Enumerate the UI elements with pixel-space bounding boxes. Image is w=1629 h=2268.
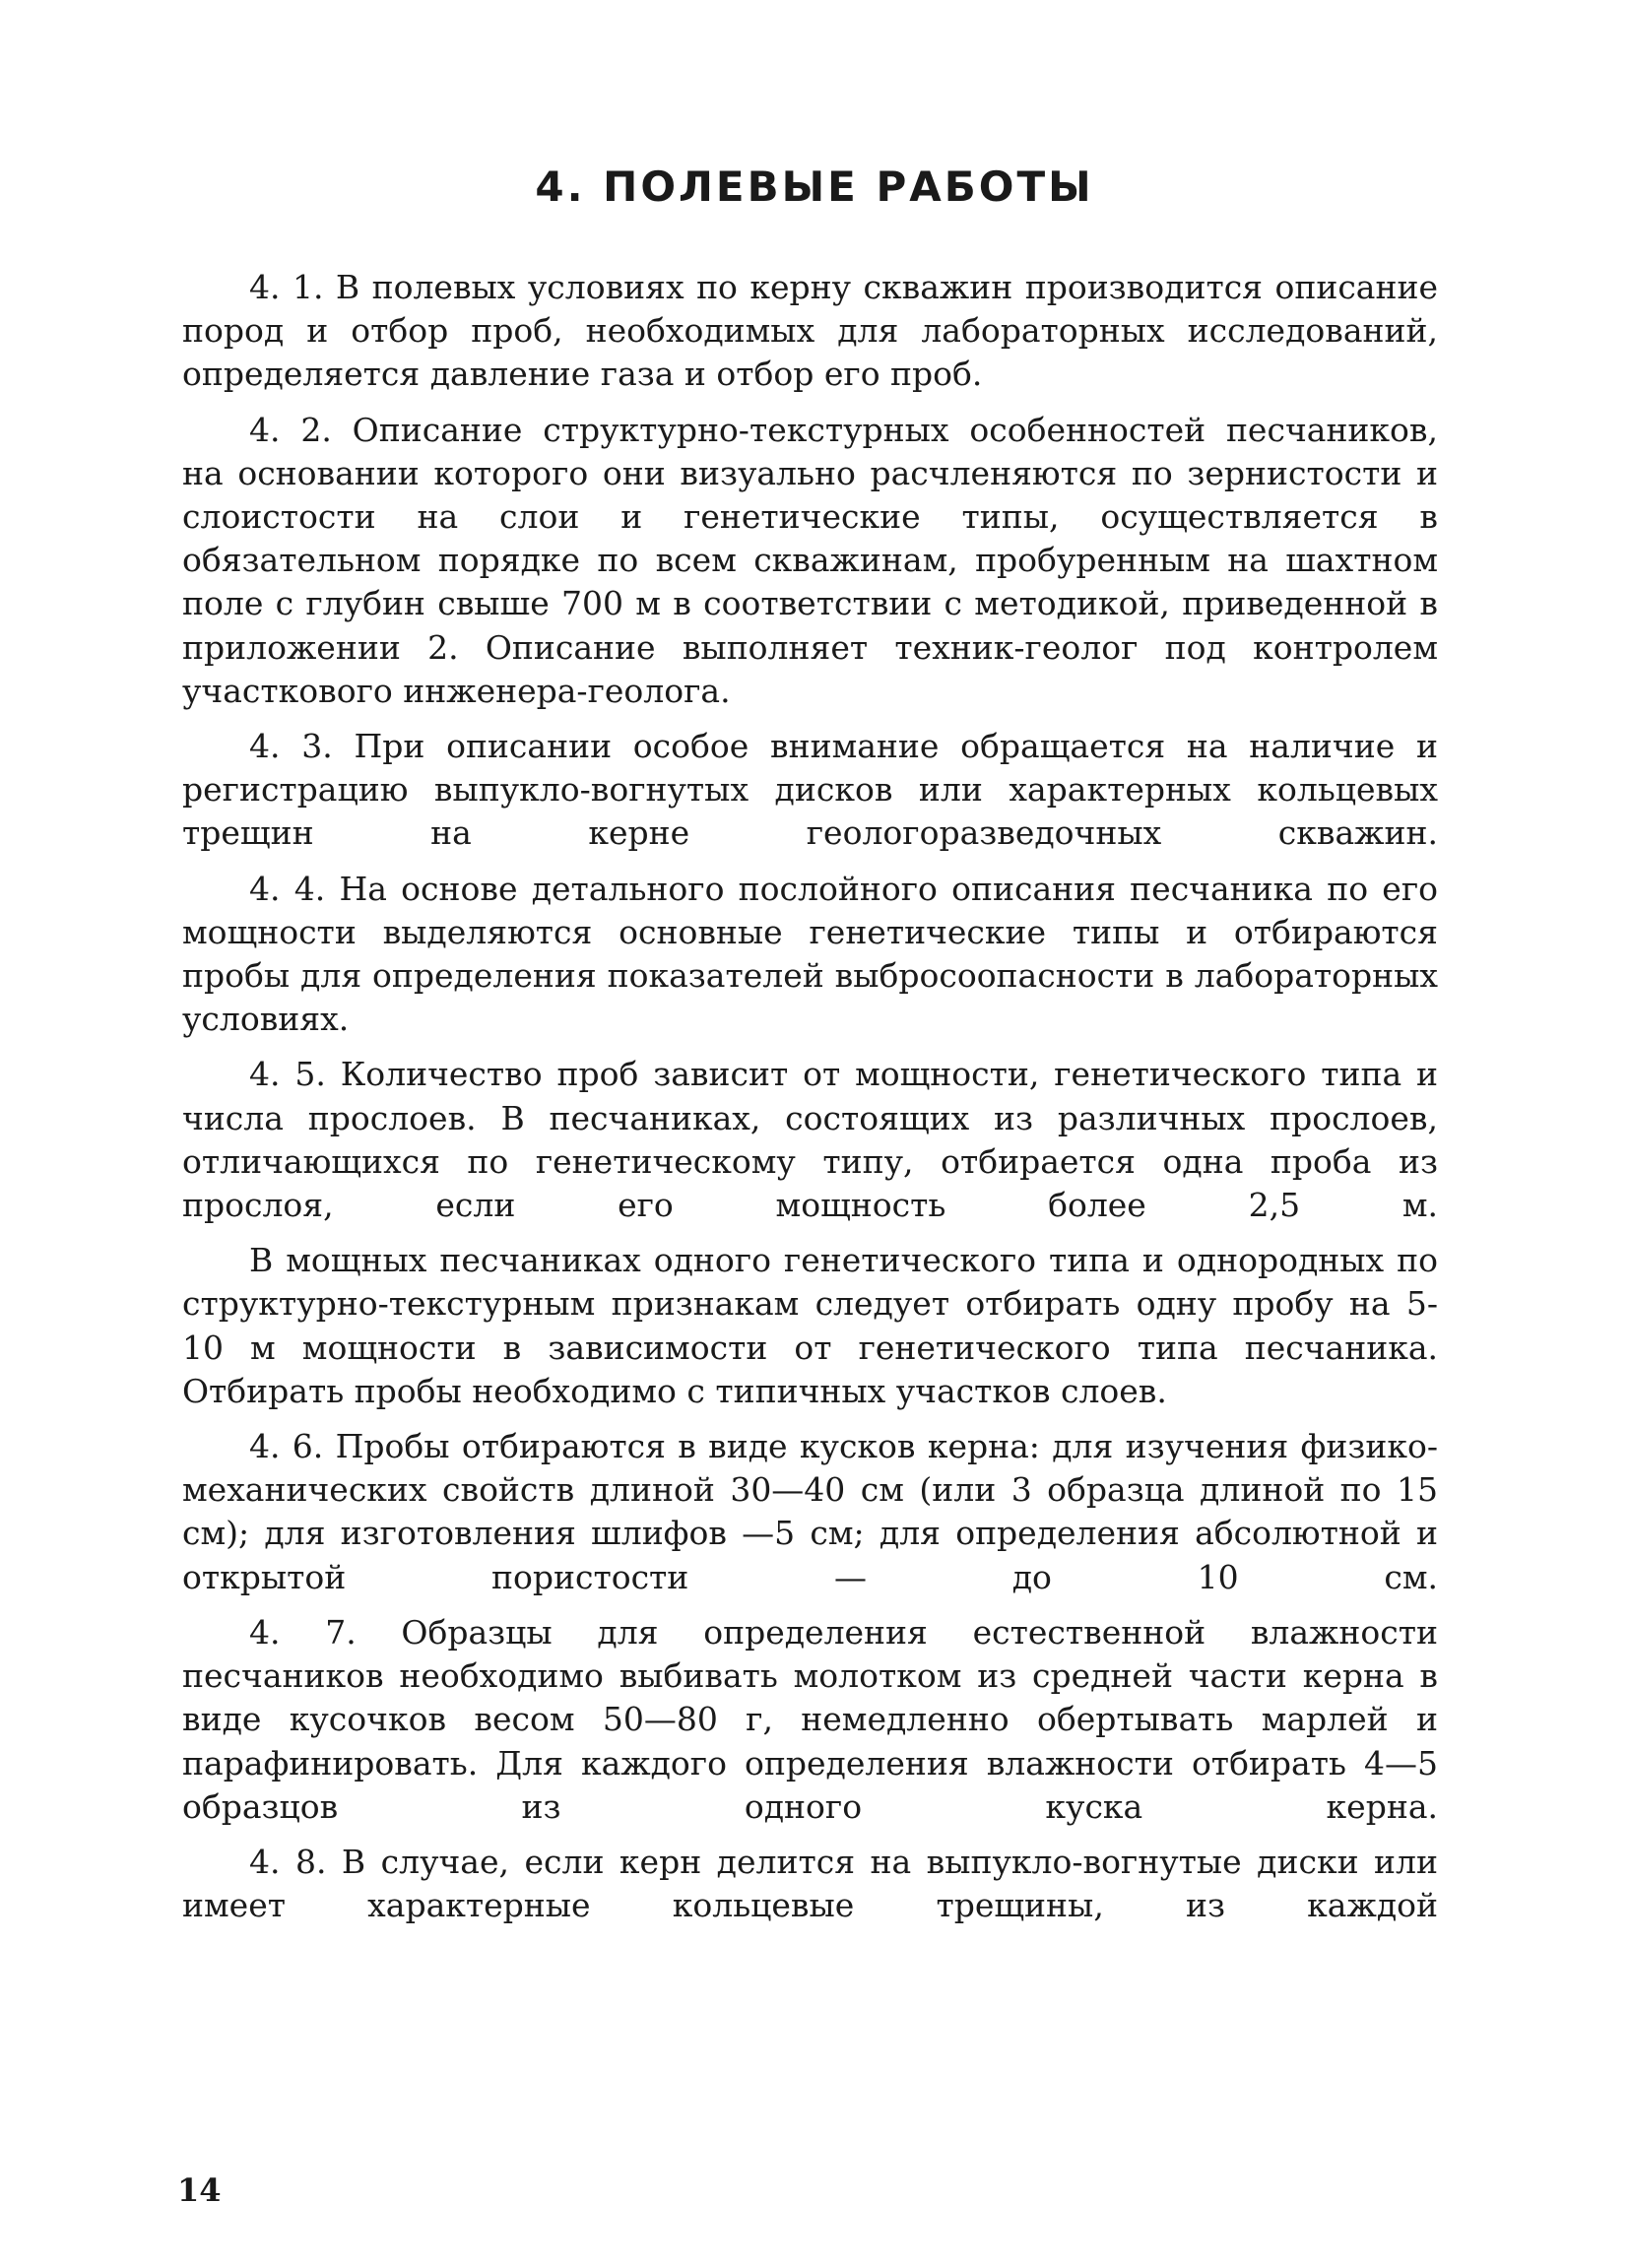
paragraph-4-2: 4. 2. Описание структурно-текстурных особенностей песчаников, на основании которого они визуально расчленяются по зернистости и слоистости на слои и генетические типы, осуществляется в обязательном порядке по всем скважинам, пробуренным на шахтном поле с глубин свыше 700 м в соответствии с методикой, приведенной в приложении 2. Описание выполняет техник-геолог под контролем участкового инженера-геолога. [182,410,1438,710]
paragraph-4-7: 4. 7. Образцы для определения естественной влажности песчаников необходимо выбивать молотком из средней части керна в виде кусочков весом 50—80 г, немедленно обертывать марлей и парафинировать. Для каждого определения влажности отбирать 4—5 образцов из одного куска керна. [182,1612,1438,1826]
page-number: 14 [177,2171,222,2209]
paragraph-4-5-continued: В мощных песчаниках одного генетического типа и однородных по структурно-текстурным признакам следует отбирать одну пробу на 5-10 м мощности в зависимости от генетического типа песчаника. Отбирать пробы необходимо с типичных участков слоев. [182,1241,1438,1410]
paragraph-4-6: 4. 6. Пробы отбираются в виде кусков керна: для изучения физико-механических свойств длиной 30—40 см (или 3 образца длиной по 15 см); для изготовления шлифов —5 см; для определения абсолютной и открытой пористости — до 10 см. [182,1427,1438,1596]
section-title: 4. ПОЛЕВЫЕ РАБОТЫ [535,162,1094,211]
paragraph-4-8: 4. 8. В случае, если керн делится на выпукло-вогнутые диски или имеет характерные кольцевые трещины, из каждой [182,1842,1438,1925]
paragraph-4-5: 4. 5. Количество проб зависит от мощности, генетического типа и числа прослоев. В песчаниках, состоящих из различных прослоев, отличающихся по генетическому типу, отбирается одна проба из прослоя, если его мощность более 2,5 м. [182,1055,1438,1225]
body-text [182,266,1438,1939]
paragraph-4-1: 4. 1. В полевых условиях по керну скважин производится описание пород и отбор проб, необходимых для лабораторных исследований, определяется давление газа и отбор его проб. [182,268,1438,394]
paragraph-4-3: 4. 3. При описании особое внимание обращается на наличие и регистрацию выпукло-вогнутых дисков или характерных кольцевых трещин на керне геологоразведочных скважин. [182,727,1438,853]
paragraph-4-4: 4. 4. На основе детального послойного описания песчаника по его мощности выделяются основные генетические типы и отбираются пробы для определения показателей выбросоопасности в лабораторных условиях. [182,869,1438,1039]
